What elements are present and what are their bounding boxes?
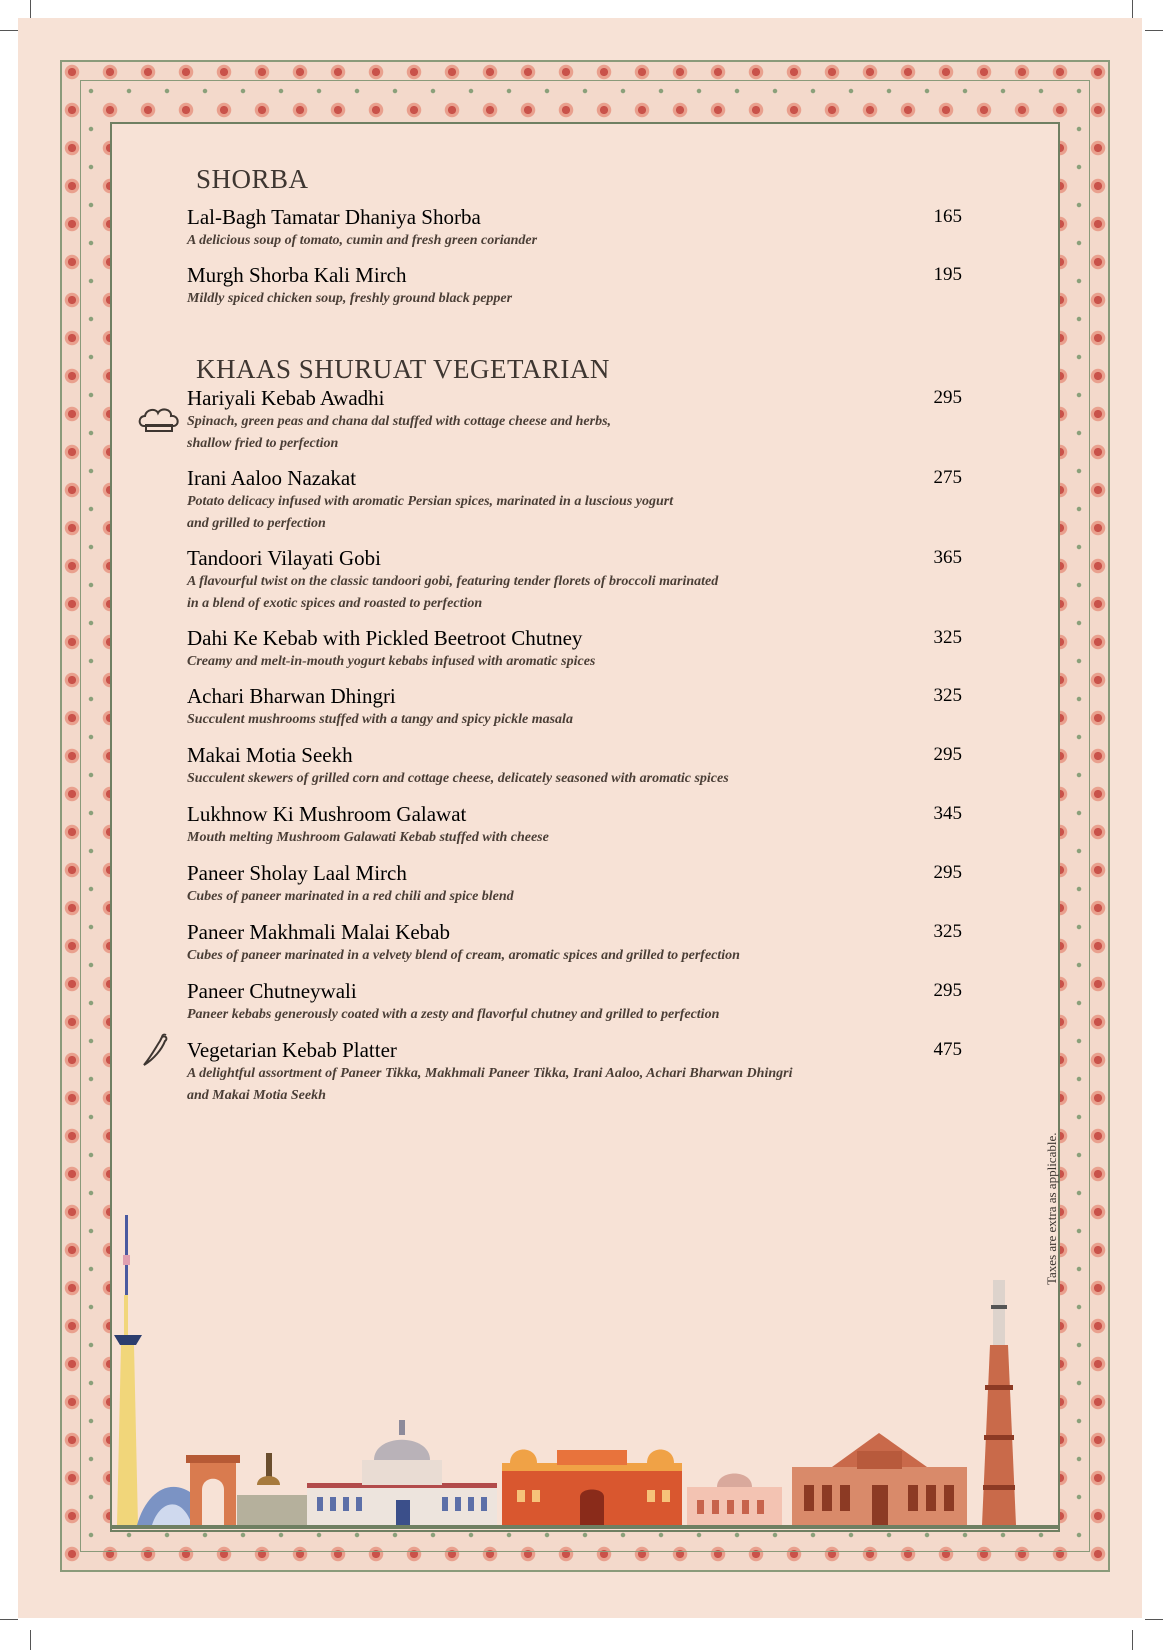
crop-mark bbox=[30, 0, 31, 18]
menu-item-description: Paneer kebabs generously coated with a zesty and flavorful chutney and grilled to perfection bbox=[187, 1007, 720, 1022]
menu-item bbox=[187, 386, 962, 455]
menu-item-description: A flavourful twist on the classic tandoori gobi, featuring tender florets of broccoli marinated bbox=[187, 574, 719, 589]
menu-item-text bbox=[187, 920, 902, 967]
menu-item-price: 345 bbox=[933, 803, 962, 824]
india-gate-icon bbox=[186, 1455, 240, 1525]
menu-item bbox=[187, 861, 962, 908]
menu-item-name: Tandoori Vilayati Gobi bbox=[187, 546, 382, 570]
menu-item-price: 325 bbox=[933, 685, 962, 706]
menu-item-name: Paneer Chutneywali bbox=[187, 979, 357, 1003]
akshardham-icon bbox=[792, 1433, 967, 1525]
menu-item-description: A delicious soup of tomato, cumin and fresh green coriander bbox=[187, 233, 538, 248]
chili-icon bbox=[140, 1033, 170, 1069]
menu-item-text bbox=[187, 626, 902, 673]
menu-item-text bbox=[187, 263, 902, 310]
crop-mark bbox=[1132, 1630, 1133, 1650]
crop-mark bbox=[1145, 1619, 1163, 1620]
menu-item bbox=[187, 205, 962, 252]
menu-item-price: 195 bbox=[933, 264, 962, 285]
menu-item-text bbox=[187, 546, 902, 615]
menu-item bbox=[187, 626, 962, 673]
menu-item-name: Irani Aaloo Nazakat bbox=[187, 466, 357, 490]
menu-item-price: 165 bbox=[933, 206, 962, 227]
menu-item-price: 325 bbox=[933, 627, 962, 648]
menu-item-text bbox=[187, 1038, 902, 1107]
menu-item-text bbox=[187, 684, 902, 731]
menu-item-name: Lukhnow Ki Mushroom Galawat bbox=[187, 802, 467, 826]
menu-item-description: Cubes of paneer marinated in a velvety blend of cream, aromatic spices and grilled to perfection bbox=[187, 948, 740, 963]
menu-item-description: in a blend of exotic spices and roasted to perfection bbox=[187, 596, 483, 611]
menu-item-price: 295 bbox=[933, 980, 962, 1001]
menu-content bbox=[196, 356, 1011, 383]
menu-item bbox=[187, 743, 962, 790]
menu-item-description: Potato delicacy infused with aromatic Persian spices, marinated in a luscious yogurt bbox=[187, 494, 674, 509]
rashtrapati-bhavan-icon bbox=[307, 1420, 497, 1525]
menu-item-description: and Makai Motia Seekh bbox=[187, 1088, 326, 1103]
menu-item-description: Succulent mushrooms stuffed with a tangy and spicy pickle masala bbox=[187, 712, 573, 727]
menu-item bbox=[187, 263, 962, 310]
menu-item-description: Succulent skewers of grilled corn and cottage cheese, delicately seasoned with aromatic spices bbox=[187, 771, 729, 786]
crop-mark bbox=[0, 1619, 18, 1620]
menu-item-name: Achari Bharwan Dhingri bbox=[187, 684, 396, 708]
menu-item bbox=[187, 1038, 962, 1107]
menu-item-name: Hariyali Kebab Awadhi bbox=[187, 386, 385, 410]
menu-item-text bbox=[187, 743, 902, 790]
crop-mark bbox=[1132, 0, 1133, 18]
menu-item bbox=[187, 466, 962, 535]
menu-item bbox=[187, 979, 962, 1026]
menu-item-name: Murgh Shorba Kali Mirch bbox=[187, 263, 407, 287]
menu-item-description: Mouth melting Mushroom Galawati Kebab stuffed with cheese bbox=[187, 830, 549, 845]
menu-item-price: 295 bbox=[933, 744, 962, 765]
jama-masjid-icon bbox=[687, 1474, 782, 1526]
menu-item-text bbox=[187, 861, 902, 908]
menu-item-description: and grilled to perfection bbox=[187, 516, 326, 531]
menu-item-name: Dahi Ke Kebab with Pickled Beetroot Chutney bbox=[187, 626, 583, 650]
section-title-shorba: SHORBA bbox=[196, 164, 309, 194]
qutub-minar-icon bbox=[982, 1280, 1016, 1525]
menu-item-text bbox=[187, 205, 902, 252]
menu-item bbox=[187, 920, 962, 967]
crop-mark bbox=[30, 1630, 31, 1650]
menu-item-text bbox=[187, 802, 902, 849]
menu-item-price: 475 bbox=[933, 1039, 962, 1060]
menu-item-description: A delightful assortment of Paneer Tikka, Makhmali Paneer Tikka, Irani Aaloo, Achari Bharwan Dhingri bbox=[187, 1066, 793, 1081]
menu-item-description: Mildly spiced chicken soup, freshly ground black pepper bbox=[187, 291, 513, 306]
menu-item-name: Paneer Makhmali Malai Kebab bbox=[187, 920, 450, 944]
crop-mark bbox=[1145, 30, 1163, 31]
menu-item-description: shallow fried to perfection bbox=[187, 436, 339, 451]
menu-item-name: Paneer Sholay Laal Mirch bbox=[187, 861, 407, 885]
menu-item-description: Spinach, green peas and chana dal stuffed with cottage cheese and herbs, bbox=[187, 414, 612, 429]
menu-item bbox=[187, 684, 962, 731]
menu-item-price: 325 bbox=[933, 921, 962, 942]
war-memorial-icon bbox=[237, 1453, 307, 1525]
menu-item-price: 365 bbox=[933, 547, 962, 568]
menu-item-name: Lal-Bagh Tamatar Dhaniya Shorba bbox=[187, 205, 481, 229]
menu-item-text bbox=[187, 466, 902, 535]
tower-icon bbox=[114, 1215, 142, 1525]
chef-hat-icon bbox=[136, 406, 182, 434]
menu-content bbox=[196, 166, 1011, 193]
menu-item-description: Creamy and melt-in-mouth yogurt kebabs infused with aromatic spices bbox=[187, 654, 596, 669]
menu-item-price: 275 bbox=[933, 467, 962, 488]
crop-mark bbox=[0, 30, 18, 31]
tax-note: Taxes are extra as applicable. bbox=[1044, 1132, 1059, 1285]
menu-item-text bbox=[187, 386, 902, 455]
red-fort-icon bbox=[502, 1450, 682, 1526]
menu-item-name: Makai Motia Seekh bbox=[187, 743, 353, 767]
delhi-skyline-illustration bbox=[112, 1205, 1058, 1530]
menu-item-price: 295 bbox=[933, 862, 962, 883]
menu-item bbox=[187, 546, 962, 615]
section-title-khaas-shuruat-vegetarian: KHAAS SHURUAT VEGETARIAN bbox=[196, 354, 610, 384]
menu-item-name: Vegetarian Kebab Platter bbox=[187, 1038, 397, 1062]
menu-item-price: 295 bbox=[933, 387, 962, 408]
menu-item bbox=[187, 802, 962, 849]
menu-item-description: Cubes of paneer marinated in a red chili and spice blend bbox=[187, 889, 514, 904]
menu-item-text bbox=[187, 979, 902, 1026]
